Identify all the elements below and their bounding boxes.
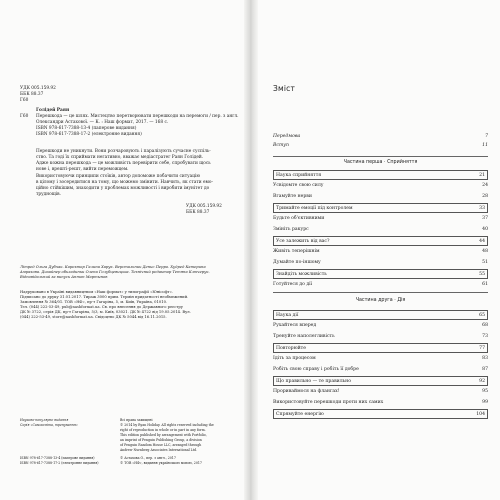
- copyright-line: Andrew Nurnberg Associates International Ltd.: [120, 448, 198, 452]
- toc-entry-page: 40: [482, 227, 488, 232]
- toc-entry-page: 21: [479, 173, 485, 178]
- toc-entry-label: Будьте об'єктивними: [273, 216, 325, 221]
- copyright-line: © Астахова О., пер. з англ., 2017: [120, 456, 176, 460]
- toc-entry[interactable]: [273, 387, 488, 397]
- udk-code-repeat: УДК 005.159.92: [186, 204, 222, 209]
- toc-entry-label: Живіть теперішнім: [273, 249, 320, 254]
- bottom-left-line: Науково-популярне видання: [20, 418, 69, 422]
- toc-entry-label: Використовуйте перешкоди проти них самих: [273, 400, 384, 405]
- imprint-line: Тел. (044) 222-53-49, pub@nashformat.ua. Св. про внесення до Державного реєстру: [20, 305, 183, 309]
- author-name: Голідей Раян: [36, 108, 70, 113]
- toc-entry-page: 11: [482, 143, 488, 148]
- toc-entry-label: Думайте по-іншому: [273, 260, 321, 265]
- imprint-line: Надруковано в Україні видавництвом «Наш формат» у типографії «Юнісофт».: [20, 290, 174, 294]
- toc-entry-page: 51: [482, 260, 488, 265]
- toc-entry-page: 77: [479, 346, 485, 351]
- toc-entry-label: Рухайтеся вперед: [273, 323, 317, 328]
- toc-entry-page: 92: [479, 379, 485, 384]
- toc-entry[interactable]: [273, 269, 488, 279]
- imprint-line: Замовлення № 364/01. ТОВ «НФ», пр-т Гагаріна, 5, м. Київ, Україна, 01010.: [20, 300, 168, 304]
- toc-entry-label: Прориваймося на флангах!: [273, 389, 340, 394]
- bottom-left-line: Серія «Самоосвіта, тренування»: [20, 423, 78, 427]
- toc-entry[interactable]: [273, 354, 488, 364]
- toc-entry-label: Робіть свою справу і робіть її добре: [273, 367, 359, 372]
- toc-entry-page: 65: [479, 313, 485, 318]
- annotation-line: Використовуючи принципи стоїків, автор допоможе побачити ситуацію: [36, 174, 201, 179]
- toc-entry-page: 104: [476, 412, 485, 417]
- annotation-line: нове і, врешті-решт, вийти переможцем.: [36, 167, 129, 172]
- toc-heading: Зміст: [273, 84, 296, 93]
- toc-entry-label: Усвідомте свою силу: [273, 183, 324, 188]
- toc-entry[interactable]: [273, 321, 488, 331]
- annotation-line: ційно стійкішим, знаходити у проблемах можливості і виробити імунітет до: [36, 186, 210, 191]
- author-code-2: Г60: [20, 114, 29, 119]
- annotation-line: в цілому і зосередитися на тому, що можемо змінити. Навчить, як стати емо-: [36, 180, 213, 185]
- toc-entry[interactable]: [273, 332, 488, 342]
- divider: [273, 156, 488, 157]
- copyright-line: an imprint of Penguin Publishing Group, a division: [120, 438, 202, 442]
- bottom-left-isbn: ISBN 978-617-7388-13-4 (паперове видання): [20, 456, 95, 460]
- isbn-line: ISBN 978-617-7388-13-4 (паперове видання): [36, 126, 137, 131]
- bottom-left-isbn: ISBN 978-617-7388-17-2 (електронне видання): [20, 461, 99, 465]
- toc-entry-label: Готуйтеся до дії: [273, 282, 313, 287]
- copyright-line: right of reproduction in whole or in part in any form.: [120, 428, 206, 432]
- toc-entry-page: 87: [482, 367, 488, 372]
- toc-entry-label: Усе залежить від вас?: [276, 239, 330, 244]
- toc-entry-label: Передмова: [273, 134, 301, 139]
- toc-entry[interactable]: [273, 247, 488, 257]
- part-two-title: Частина друга · Дія: [355, 298, 406, 303]
- toc-entry-page: 48: [482, 249, 488, 254]
- book-title-line: Олександри Астахової. — К. : Наш формат, 2017. — 168 с.: [36, 120, 169, 125]
- toc-entry-label: Спрямуйте енергію: [276, 412, 324, 417]
- credits-line: Відповідальний за випуск Антон Мартынов: [20, 275, 108, 279]
- toc-entry-label: Тримайте емоції під контролем: [276, 206, 353, 211]
- toc-entry[interactable]: [273, 365, 488, 375]
- toc-entry[interactable]: [273, 343, 488, 353]
- toc-entry[interactable]: [273, 409, 488, 419]
- author-code: Г60: [20, 98, 29, 103]
- toc-entry-page: 55: [479, 272, 485, 277]
- toc-entry-label: Ідіть за процесом: [273, 356, 316, 361]
- toc-entry-label: Змініть ракурс: [273, 227, 309, 232]
- copyright-line: This edition published by arrangement with Portfolio,: [120, 433, 207, 437]
- credits-line: Літред Ольга Дубчак. Коректор Галина Харук. Верстальник Денис Перро. Худред Катерина: [20, 265, 206, 269]
- toc-entry[interactable]: [273, 376, 488, 386]
- toc-entry-page: 68: [482, 323, 488, 328]
- toc-entry[interactable]: [273, 258, 488, 268]
- toc-entry-page: 99: [482, 400, 488, 405]
- toc-entry-label: Тренуйте наполегливість: [273, 334, 335, 339]
- toc-entry-page: 28: [482, 194, 488, 199]
- toc-entry-page: 33: [479, 206, 485, 211]
- toc-entry-page: 83: [482, 356, 488, 361]
- toc-entry-page: 44: [479, 239, 485, 244]
- copyright-line: Всі права захищені: [120, 418, 153, 422]
- udk-code: УДК 005.159.92: [20, 86, 56, 91]
- imprint-line: (044) 222-53-49, store@nashformat.ua. Свідоцтво ДК № 5044 від 16.11.2015.: [20, 315, 167, 319]
- bbk-code-repeat: ББК 88.37: [186, 210, 210, 215]
- toc-entry[interactable]: [273, 181, 488, 191]
- imprint-line: Підписано до друку 31.01.2017. Тираж 3000 прим. Термін придатності необмежений.: [20, 295, 189, 299]
- toc-entry[interactable]: [273, 310, 488, 320]
- right-page: [258, 0, 500, 500]
- annotation-line: ство. Та годі їх сприймати негативно, вважає медіастратег Раян Голідей.: [36, 155, 204, 160]
- imprint-line: ДК № 3722, серія ДК, пр-т Гагаріна, 5/3, м. Київ, 03021. ДК № 4722 від 19.05.2014. Вул.: [20, 310, 191, 314]
- annotation-line: Перешкоди не уникнути. Вони розчаровують і паралізують сучасне суспіль-: [36, 149, 211, 154]
- divider: [273, 292, 488, 293]
- toc-entry-label: Вступ: [273, 143, 289, 148]
- toc-entry-page: 24: [482, 183, 488, 188]
- toc-entry[interactable]: [273, 170, 488, 180]
- toc-entry-label: Що правильно — те правильно: [276, 379, 351, 384]
- toc-entry-page: 37: [482, 216, 488, 221]
- toc-entry[interactable]: [273, 214, 488, 224]
- toc-entry-label: Наука сприйняття: [276, 173, 322, 178]
- left-page: [0, 0, 246, 500]
- toc-entry[interactable]: [273, 398, 488, 408]
- toc-entry-label: Знайдіть можливість: [276, 272, 327, 277]
- copyright-line: © ТОВ «НФ», видання українською мовою, 2017: [120, 461, 202, 465]
- toc-entry[interactable]: [273, 236, 488, 246]
- toc-entry[interactable]: [273, 280, 488, 290]
- book-gutter: [244, 0, 258, 500]
- toc-entry-label: Повторюйте: [276, 346, 306, 351]
- isbn-line: ISBN 978-617-7388-17-2 (електронне видання): [36, 132, 142, 137]
- toc-entry[interactable]: [273, 203, 488, 213]
- toc-entry-page: 61: [482, 282, 488, 287]
- bbk-code: ББК 88.37: [20, 92, 44, 97]
- toc-entry-label: Наука дії: [276, 313, 299, 318]
- copyright-line: of Penguin Random House LLC, arranged through: [120, 443, 202, 447]
- part-one-title: Частина перша · Сприйняття: [343, 160, 418, 165]
- toc-entry-page: 73: [482, 334, 488, 339]
- credits-line: Амрахова. Дизайнер обкладинки Олена Голубцевицька. Технічний редактор Тетяна Ключерук.: [20, 270, 210, 274]
- toc-entry[interactable]: [273, 141, 488, 151]
- annotation-line: труднощів.: [36, 192, 61, 197]
- annotation-line: Адже кожна перешкода — це можливість перевірити себе, спробувати щось: [36, 161, 211, 166]
- toc-entry[interactable]: [273, 225, 488, 235]
- copyright-line: © 2014 by Ryan Holiday. All rights reserved including the: [120, 423, 214, 427]
- toc-entry[interactable]: [273, 192, 488, 202]
- book-title-line: Перешкода — це шлях. Мистецтво перетворювати перешкоди на перемоги / пер. з англ.: [36, 114, 239, 119]
- toc-entry-page: 95: [482, 389, 488, 394]
- toc-entry-page: 7: [485, 134, 488, 139]
- toc-entry-label: Вгамуйте нерви: [273, 194, 312, 199]
